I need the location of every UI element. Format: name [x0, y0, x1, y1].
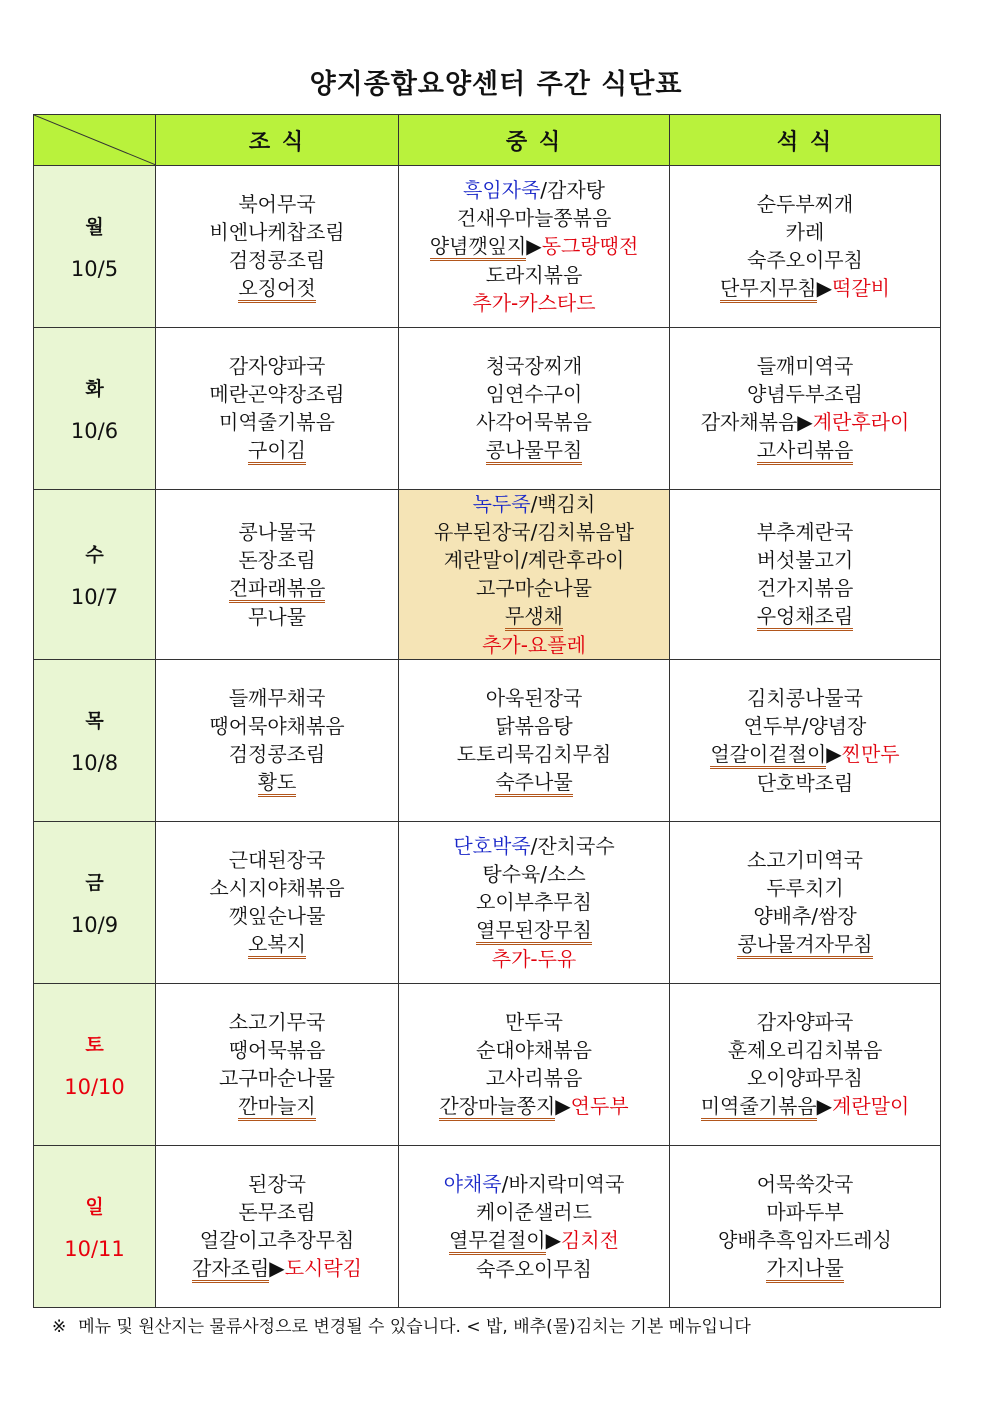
- menu-item-text: 고구마순나물: [219, 1066, 335, 1090]
- menu-item-text: 무생채: [505, 604, 563, 631]
- menu-item-text: 만두국: [505, 1010, 563, 1034]
- menu-line: [670, 274, 940, 303]
- diagonal-divider: [34, 115, 156, 165]
- menu-item-text: 오이부추무침: [476, 890, 592, 914]
- menu-item-text: 오징어젓: [238, 276, 315, 303]
- menu-item-text: 건가지볶음: [756, 576, 854, 600]
- menu-line: [670, 1198, 940, 1226]
- day-date: 10/8: [70, 751, 119, 775]
- day-name: 수: [85, 544, 104, 566]
- menu-item-text: /감자탕: [540, 178, 605, 202]
- menu-item-text: 떡갈비: [832, 276, 890, 300]
- menu-item-text: 양배추/쌈장: [753, 904, 857, 928]
- day-row: [34, 490, 941, 660]
- menu-item-text: 검정콩조림: [228, 248, 326, 272]
- menu-item-text: 김치전: [561, 1228, 619, 1252]
- menu-line: [156, 218, 398, 246]
- menu-line: [156, 1036, 398, 1064]
- corner-cell: [34, 115, 156, 166]
- menu-line: [670, 408, 940, 436]
- day-cell: [34, 1146, 156, 1308]
- menu-item-text: 두루치기: [766, 876, 844, 900]
- menu-line: [156, 574, 398, 603]
- menu-item-text: 청국장찌개: [485, 354, 583, 378]
- day-row: [34, 166, 941, 328]
- menu-line: [399, 684, 669, 712]
- menu-line: [399, 631, 669, 659]
- day-cell: [34, 984, 156, 1146]
- menu-item-text: 감자채볶음▶: [700, 410, 813, 434]
- menu-item-text: 땡어묵야채볶음: [209, 714, 345, 738]
- menu-item-text: ▶: [816, 276, 833, 300]
- menu-item-text: 어묵쑥갓국: [756, 1172, 854, 1196]
- menu-line: [670, 602, 940, 631]
- menu-line: [399, 408, 669, 436]
- lunch-cell: [399, 822, 670, 984]
- dinner-cell: [670, 490, 941, 660]
- menu-item-text: 황도: [258, 770, 297, 797]
- menu-line: [670, 902, 940, 930]
- menu-item-text: 간장마늘쫑지: [439, 1094, 555, 1121]
- menu-line: [399, 1255, 669, 1283]
- menu-item-text: 계란말이/계란후라이: [443, 548, 625, 572]
- menu-item-text: 양배추흑임자드레싱: [718, 1228, 892, 1252]
- menu-item-text: 콩나물겨자무침: [737, 932, 872, 959]
- menu-item-text: 콩나물무침: [486, 438, 583, 465]
- dinner-cell: [670, 984, 941, 1146]
- menu-line: [156, 518, 398, 546]
- menu-item-text: 추가-카스타드: [472, 291, 596, 315]
- menu-item-text: ▶: [816, 1094, 833, 1118]
- menu-line: [670, 1036, 940, 1064]
- menu-item-text: 북어무국: [238, 192, 316, 216]
- menu-line: [670, 518, 940, 546]
- breakfast-cell: [156, 328, 399, 490]
- menu-item-text: 검정콩조림: [228, 742, 326, 766]
- menu-line: [670, 218, 940, 246]
- menu-item-text: 우엉채조림: [757, 604, 854, 631]
- menu-line: [399, 232, 669, 261]
- menu-item-text: 야채죽: [443, 1172, 502, 1196]
- day-cell: [34, 822, 156, 984]
- menu-line: [670, 740, 940, 769]
- menu-line: [399, 1170, 669, 1198]
- menu-item-text: 비엔나케찹조림: [209, 220, 345, 244]
- menu-item-text: 숙주오이무침: [476, 1257, 592, 1281]
- menu-line: [399, 916, 669, 945]
- menu-item-text: ▶: [545, 1228, 562, 1252]
- menu-line: [399, 1036, 669, 1064]
- menu-item-text: 건파래볶음: [229, 576, 326, 603]
- menu-item-text: 감자양파국: [228, 354, 326, 378]
- menu-line: [156, 190, 398, 218]
- menu-item-text: 얼갈이고추장무침: [199, 1228, 355, 1252]
- menu-line: [670, 1092, 940, 1121]
- dinner-cell: [670, 328, 941, 490]
- menu-item-text: 깐마늘지: [238, 1094, 315, 1121]
- menu-line: [399, 261, 669, 289]
- menu-item-text: 케이준샐러드: [476, 1200, 592, 1224]
- menu-line: [399, 574, 669, 602]
- breakfast-cell: [156, 166, 399, 328]
- day-date: 10/6: [70, 419, 119, 443]
- breakfast-cell: [156, 660, 399, 822]
- menu-item-text: 도토리묵김치무침: [456, 742, 612, 766]
- lunch-cell: [399, 166, 670, 328]
- menu-line: [399, 289, 669, 317]
- day-name: 목: [85, 710, 104, 732]
- menu-item-text: 단무지무침: [720, 276, 817, 303]
- menu-item-text: 임연수구이: [485, 382, 583, 406]
- menu-line: [670, 436, 940, 465]
- lunch-cell: [399, 660, 670, 822]
- menu-item-text: ▶: [826, 742, 842, 766]
- menu-line: [399, 1008, 669, 1036]
- menu-item-text: 추가-두유: [491, 947, 577, 971]
- menu-line: [399, 176, 669, 204]
- menu-item-text: 마파두부: [766, 1200, 844, 1224]
- menu-line: [670, 1170, 940, 1198]
- menu-line: [399, 602, 669, 631]
- menu-line: [399, 352, 669, 380]
- lunch-cell: [399, 490, 670, 660]
- menu-item-text: 무나물: [248, 605, 306, 629]
- menu-item-text: 카레: [785, 220, 825, 244]
- menu-line: [156, 1254, 398, 1283]
- menu-item-text: 감자조림: [192, 1256, 269, 1283]
- day-name: 토: [85, 1034, 104, 1056]
- menu-line: [670, 574, 940, 602]
- menu-item-text: 된장국: [248, 1172, 306, 1196]
- menu-item-text: 연두부: [570, 1094, 629, 1118]
- menu-item-text: 열무된장무침: [476, 918, 592, 945]
- menu-item-text: 돈장조림: [238, 548, 316, 572]
- menu-item-text: 오이양파무침: [747, 1066, 863, 1090]
- menu-line: [156, 768, 398, 797]
- menu-line: [399, 518, 669, 546]
- menu-item-text: 훈제오리김치볶음: [727, 1038, 883, 1062]
- dinner-cell: [670, 822, 941, 984]
- menu-line: [399, 832, 669, 860]
- footer-text: 메뉴 및 원산지는 물류사정으로 변경될 수 있습니다. < 밥, 배추(물)김치는 기본 메뉴입니다: [78, 1317, 751, 1337]
- menu-item-text: 고구마순나물: [476, 576, 592, 600]
- dinner-cell: [670, 166, 941, 328]
- day-date: 10/11: [64, 1237, 125, 1261]
- menu-line: [156, 902, 398, 930]
- menu-line: [156, 930, 398, 959]
- menu-item-text: 땡어묵볶음: [228, 1038, 326, 1062]
- menu-item-text: 들깨미역국: [756, 354, 854, 378]
- breakfast-cell: [156, 490, 399, 660]
- lunch-cell: [399, 328, 670, 490]
- menu-line: [670, 1226, 940, 1254]
- day-name: 월: [85, 216, 104, 238]
- menu-line: [399, 1226, 669, 1255]
- menu-item-text: 추가-요플레: [482, 633, 586, 657]
- menu-line: [670, 546, 940, 574]
- day-cell: [34, 166, 156, 328]
- menu-item-text: 돈무조림: [238, 1200, 316, 1224]
- menu-line: [399, 1064, 669, 1092]
- menu-item-text: 단호박조림: [756, 771, 854, 795]
- menu-item-text: 구이김: [248, 438, 306, 465]
- menu-item-text: 양념두부조림: [747, 382, 863, 406]
- menu-line: [156, 712, 398, 740]
- menu-item-text: 순두부찌개: [756, 192, 854, 216]
- menu-item-text: 미역줄기볶음: [219, 410, 335, 434]
- menu-item-text: 얼갈이겉절이: [710, 742, 826, 769]
- menu-item-text: 김치콩나물국: [747, 686, 863, 710]
- menu-line: [670, 874, 940, 902]
- menu-line: [156, 603, 398, 631]
- footer-note: [52, 1312, 751, 1337]
- menu-item-text: 건새우마늘쫑볶음: [456, 206, 612, 230]
- breakfast-cell: [156, 1146, 399, 1308]
- day-row: [34, 328, 941, 490]
- menu-line: [670, 246, 940, 274]
- menu-item-text: 가지나물: [766, 1256, 843, 1283]
- menu-item-text: /백김치: [530, 492, 596, 516]
- breakfast-cell: [156, 822, 399, 984]
- day-date: 10/7: [70, 585, 119, 609]
- menu-line: [156, 846, 398, 874]
- day-name: 화: [85, 378, 104, 400]
- menu-line: [156, 546, 398, 574]
- header-dinner: 석 식: [670, 115, 941, 166]
- menu-line: [156, 408, 398, 436]
- menu-item-text: 도라지볶음: [485, 263, 583, 287]
- menu-line: [670, 684, 940, 712]
- header-lunch: 중 식: [399, 115, 670, 166]
- menu-line: [156, 274, 398, 303]
- menu-item-text: 단호박죽: [453, 834, 531, 858]
- menu-item-text: /잔치국수: [530, 834, 615, 858]
- menu-line: [156, 380, 398, 408]
- menu-line: [670, 930, 940, 959]
- menu-line: [156, 352, 398, 380]
- menu-item-text: 고사리볶음: [757, 438, 854, 465]
- menu-line: [399, 945, 669, 973]
- day-row: [34, 822, 941, 984]
- menu-item-text: ▶: [526, 234, 542, 258]
- day-row: [34, 660, 941, 822]
- menu-line: [670, 712, 940, 740]
- dinner-cell: [670, 1146, 941, 1308]
- menu-line: [156, 1170, 398, 1198]
- menu-item-text: 동그랑땡전: [541, 234, 639, 258]
- menu-line: [156, 1092, 398, 1121]
- menu-item-text: 숙주오이무침: [747, 248, 863, 272]
- menu-item-text: 순대야채볶음: [476, 1038, 592, 1062]
- menu-item-text: 아욱된장국: [485, 686, 583, 710]
- menu-item-text: ▶: [269, 1256, 285, 1280]
- menu-item-text: 깻잎순나물: [228, 904, 326, 928]
- day-name: 금: [85, 872, 104, 894]
- menu-line: [399, 436, 669, 465]
- menu-line: [399, 546, 669, 574]
- menu-item-text: 부추계란국: [756, 520, 854, 544]
- lunch-cell: [399, 1146, 670, 1308]
- menu-item-text: 들깨무채국: [228, 686, 326, 710]
- menu-item-text: 열무겉절이: [449, 1228, 546, 1255]
- day-row: [34, 1146, 941, 1308]
- menu-line: [670, 1064, 940, 1092]
- menu-line: [399, 768, 669, 797]
- day-cell: [34, 660, 156, 822]
- reference-mark-icon: ※: [52, 1317, 67, 1337]
- menu-item-text: 양념깻잎지: [430, 234, 527, 261]
- menu-line: [670, 190, 940, 218]
- day-date: 10/9: [70, 913, 119, 937]
- menu-line: [399, 204, 669, 232]
- page-title: 양지종합요양센터 주간 식단표: [309, 69, 683, 100]
- menu-item-text: 녹두죽: [472, 492, 531, 516]
- menu-line: [156, 1064, 398, 1092]
- day-row: [34, 984, 941, 1146]
- weekly-menu-table: [33, 114, 941, 1308]
- day-name: 일: [85, 1196, 104, 1218]
- menu-line: [670, 846, 940, 874]
- menu-line: [670, 769, 940, 797]
- menu-item-text: 도시락김: [284, 1256, 362, 1280]
- menu-line: [156, 1226, 398, 1254]
- menu-line: [156, 1008, 398, 1036]
- menu-item-text: 닭볶음탕: [495, 714, 573, 738]
- menu-item-text: 버섯불고기: [756, 548, 854, 572]
- day-cell: [34, 490, 156, 660]
- menu-line: [399, 860, 669, 888]
- menu-item-text: 콩나물국: [238, 520, 316, 544]
- day-date: 10/10: [64, 1075, 125, 1099]
- menu-item-text: 숙주나물: [495, 770, 572, 797]
- menu-item-text: 계란후라이: [812, 410, 910, 434]
- menu-item-text: 탕수육/소스: [482, 862, 586, 886]
- menu-line: [399, 490, 669, 518]
- day-date: 10/5: [70, 257, 119, 281]
- menu-line: [156, 740, 398, 768]
- menu-line: [399, 888, 669, 916]
- menu-item-text: 소고기무국: [228, 1010, 326, 1034]
- menu-line: [156, 246, 398, 274]
- menu-item-text: 고사리볶음: [485, 1066, 583, 1090]
- menu-line: [670, 1008, 940, 1036]
- menu-item-text: ▶: [555, 1094, 571, 1118]
- menu-item-text: 찐만두: [841, 742, 900, 766]
- menu-item-text: 미역줄기볶음: [701, 1094, 817, 1121]
- menu-item-text: 흑임자죽: [463, 178, 541, 202]
- header-breakfast: 조 식: [156, 115, 399, 166]
- menu-line: [670, 352, 940, 380]
- menu-line: [156, 1198, 398, 1226]
- menu-line: [399, 380, 669, 408]
- menu-line: [399, 740, 669, 768]
- menu-line: [399, 1198, 669, 1226]
- menu-item-text: 감자양파국: [756, 1010, 854, 1034]
- menu-line: [156, 684, 398, 712]
- menu-line: [670, 1254, 940, 1283]
- menu-item-text: 소고기미역국: [747, 848, 863, 872]
- menu-item-text: 연두부/양념장: [743, 714, 867, 738]
- menu-line: [399, 712, 669, 740]
- breakfast-cell: [156, 984, 399, 1146]
- lunch-cell: [399, 984, 670, 1146]
- menu-line: [399, 1092, 669, 1121]
- menu-item-text: 소시지야채볶음: [209, 876, 345, 900]
- menu-item-text: 메란곤약장조림: [209, 382, 345, 406]
- menu-body: [34, 166, 941, 1308]
- menu-item-text: /바지락미역국: [501, 1172, 625, 1196]
- menu-item-text: 계란말이: [832, 1094, 910, 1118]
- day-cell: [34, 328, 156, 490]
- menu-line: [670, 380, 940, 408]
- menu-item-text: 유부된장국/김치볶음밥: [434, 520, 634, 544]
- dinner-cell: [670, 660, 941, 822]
- menu-item-text: 오복지: [248, 932, 306, 959]
- menu-line: [156, 874, 398, 902]
- menu-item-text: 사각어묵볶음: [476, 410, 592, 434]
- menu-line: [156, 436, 398, 465]
- menu-item-text: 근대된장국: [228, 848, 326, 872]
